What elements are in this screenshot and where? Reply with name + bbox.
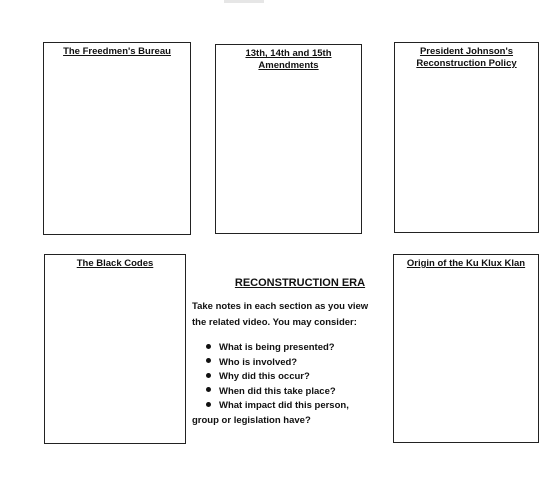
question-text: What impact did this person, — [219, 400, 349, 411]
bullet-icon — [206, 344, 211, 349]
kkk-origin-title: Origin of the Ku Klux Klan — [406, 258, 526, 269]
johnson-policy-title-line2: Reconstruction Policy — [416, 58, 517, 69]
top-tab — [224, 0, 264, 3]
johnson-policy-title-line1: President Johnson's — [419, 46, 514, 57]
bullet-icon — [206, 402, 211, 407]
amendments-box — [215, 44, 362, 234]
black-codes-title: The Black Codes — [76, 258, 154, 269]
question-text: What is being presented? — [219, 342, 335, 353]
freedmens-bureau-title: The Freedmen's Bureau — [63, 46, 171, 57]
instructions-panel — [192, 277, 392, 428]
question-item — [192, 385, 392, 400]
johnson-policy-title — [395, 43, 538, 70]
question-item — [192, 356, 392, 371]
question-text: Why did this occur? — [219, 371, 310, 382]
page-title: RECONSTRUCTION ERA — [234, 277, 366, 289]
freedmens-bureau-box — [43, 42, 191, 235]
amendments-title-line2: Amendments — [258, 60, 319, 71]
instructions-text — [192, 299, 392, 331]
question-text: When did this take place? — [219, 385, 336, 397]
black-codes-box — [44, 254, 186, 444]
amendments-title-line1: 13th, 14th and 15th — [245, 48, 332, 59]
question-text: Who is involved? — [219, 356, 298, 368]
question-item — [192, 341, 392, 356]
question-continuation: group or legislation have? — [192, 414, 311, 426]
bullet-icon — [206, 358, 211, 363]
question-item — [192, 399, 392, 414]
instructions-line1: Take notes in each section as you view — [192, 301, 369, 312]
johnson-policy-box — [394, 42, 539, 233]
question-list — [192, 341, 392, 414]
kkk-origin-box — [393, 254, 539, 443]
question-item — [192, 370, 392, 385]
bullet-icon — [206, 387, 211, 392]
bullet-icon — [206, 373, 211, 378]
instructions-line2: the related video. You may consider: — [192, 317, 357, 328]
amendments-title — [216, 45, 361, 72]
